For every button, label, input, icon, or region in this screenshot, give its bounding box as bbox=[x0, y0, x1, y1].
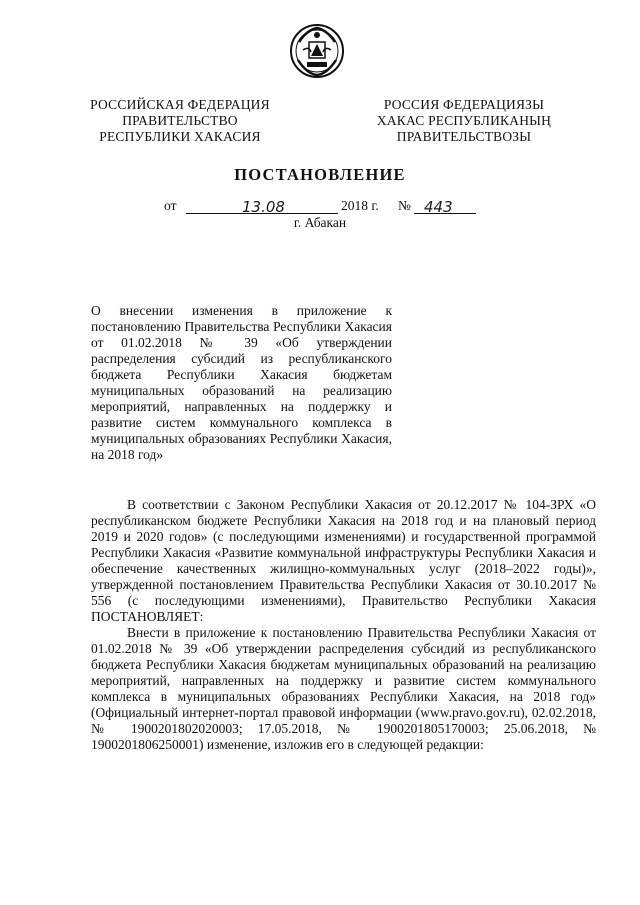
body-paragraph-2: Внести в приложение к постановлению Правительства Республики Хакасия от 01.02.2018 № 39 «Об утверждении распределения субсидий из республиканского бюджета Республики Хакасия бюджетам муниципальных образований на реализацию мероприятий, направленных на поддержку и развитие систем коммунального комплекса в муниципальных образованиях Республики Хакасия, на 2018 год» (Официальный интернет-портал правовой информации (www.pravo.gov.ru), 02.02.2018, № 1900201802020003; 17.05.2018, № 1900201805170003; 25.06.2018, № 1900201806250001) изменение, изложив его в следующей редакции: bbox=[91, 625, 596, 752]
header-right-line-1: РОССИЯ ФЕДЕРАЦИЯЗЫ bbox=[383, 97, 545, 112]
header-left-line-1: РОССИЙСКАЯ ФЕДЕРАЦИЯ bbox=[90, 97, 270, 112]
date-handwritten: 13.08 bbox=[242, 198, 285, 216]
number-handwritten: 443 bbox=[424, 198, 453, 216]
header-right-line-3: ПРАВИТЕЛЬСТВОЗЫ bbox=[396, 129, 532, 144]
header-left-line-3: РЕСПУБЛИКИ ХАКАСИЯ bbox=[99, 129, 261, 144]
coat-of-arms-icon bbox=[289, 22, 345, 80]
number-underline bbox=[414, 198, 476, 214]
document-title: ПОСТАНОВЛЕНИЕ bbox=[234, 165, 406, 184]
from-label: от bbox=[164, 198, 177, 213]
document-body bbox=[91, 497, 596, 753]
year-label: 2018 г. bbox=[341, 198, 379, 213]
header-left-line-2: ПРАВИТЕЛЬСТВО bbox=[122, 113, 238, 128]
header-right bbox=[358, 97, 570, 145]
number-label: № bbox=[398, 198, 411, 213]
subject-block: О внесении изменения в приложение к постановлению Правительства Республики Хакасия от 01.02.2018 № 39 «Об утверждении распределения субсидий из республиканского бюджета Республики Хакасия бюджетам муниципальных образований на реализацию мероприятий, направленных на поддержку и развитие систем коммунального комплекса в муниципальных образованиях Республики Хакасия, на 2018 год» bbox=[91, 303, 392, 462]
body-paragraph-1: В соответствии с Законом Республики Хакасия от 20.12.2017 № 104-ЗРХ «О республиканском бюджете Республики Хакасия на 2018 год и на плановый период 2019 и 2020 годов» (с последующими изменениями) и государственной программой Республики Хакасия «Развитие коммунальной инфраструктуры Республики Хакасия и обеспечение качественных жилищно-коммунальных услуг (2018–2022 годы)», утвержденной постановлением Правительства Республики Хакасия от 30.10.2017 № 556 (с последующими изменениями), Правительство Республики Хакасия ПОСТАНОВЛЯЕТ: bbox=[91, 497, 596, 624]
header-right-line-2: ХАКАС РЕСПУБЛИКАНЫҢ bbox=[376, 113, 552, 128]
date-underline bbox=[186, 198, 338, 214]
header-left bbox=[74, 97, 286, 145]
city-label: г. Абакан bbox=[293, 215, 347, 230]
